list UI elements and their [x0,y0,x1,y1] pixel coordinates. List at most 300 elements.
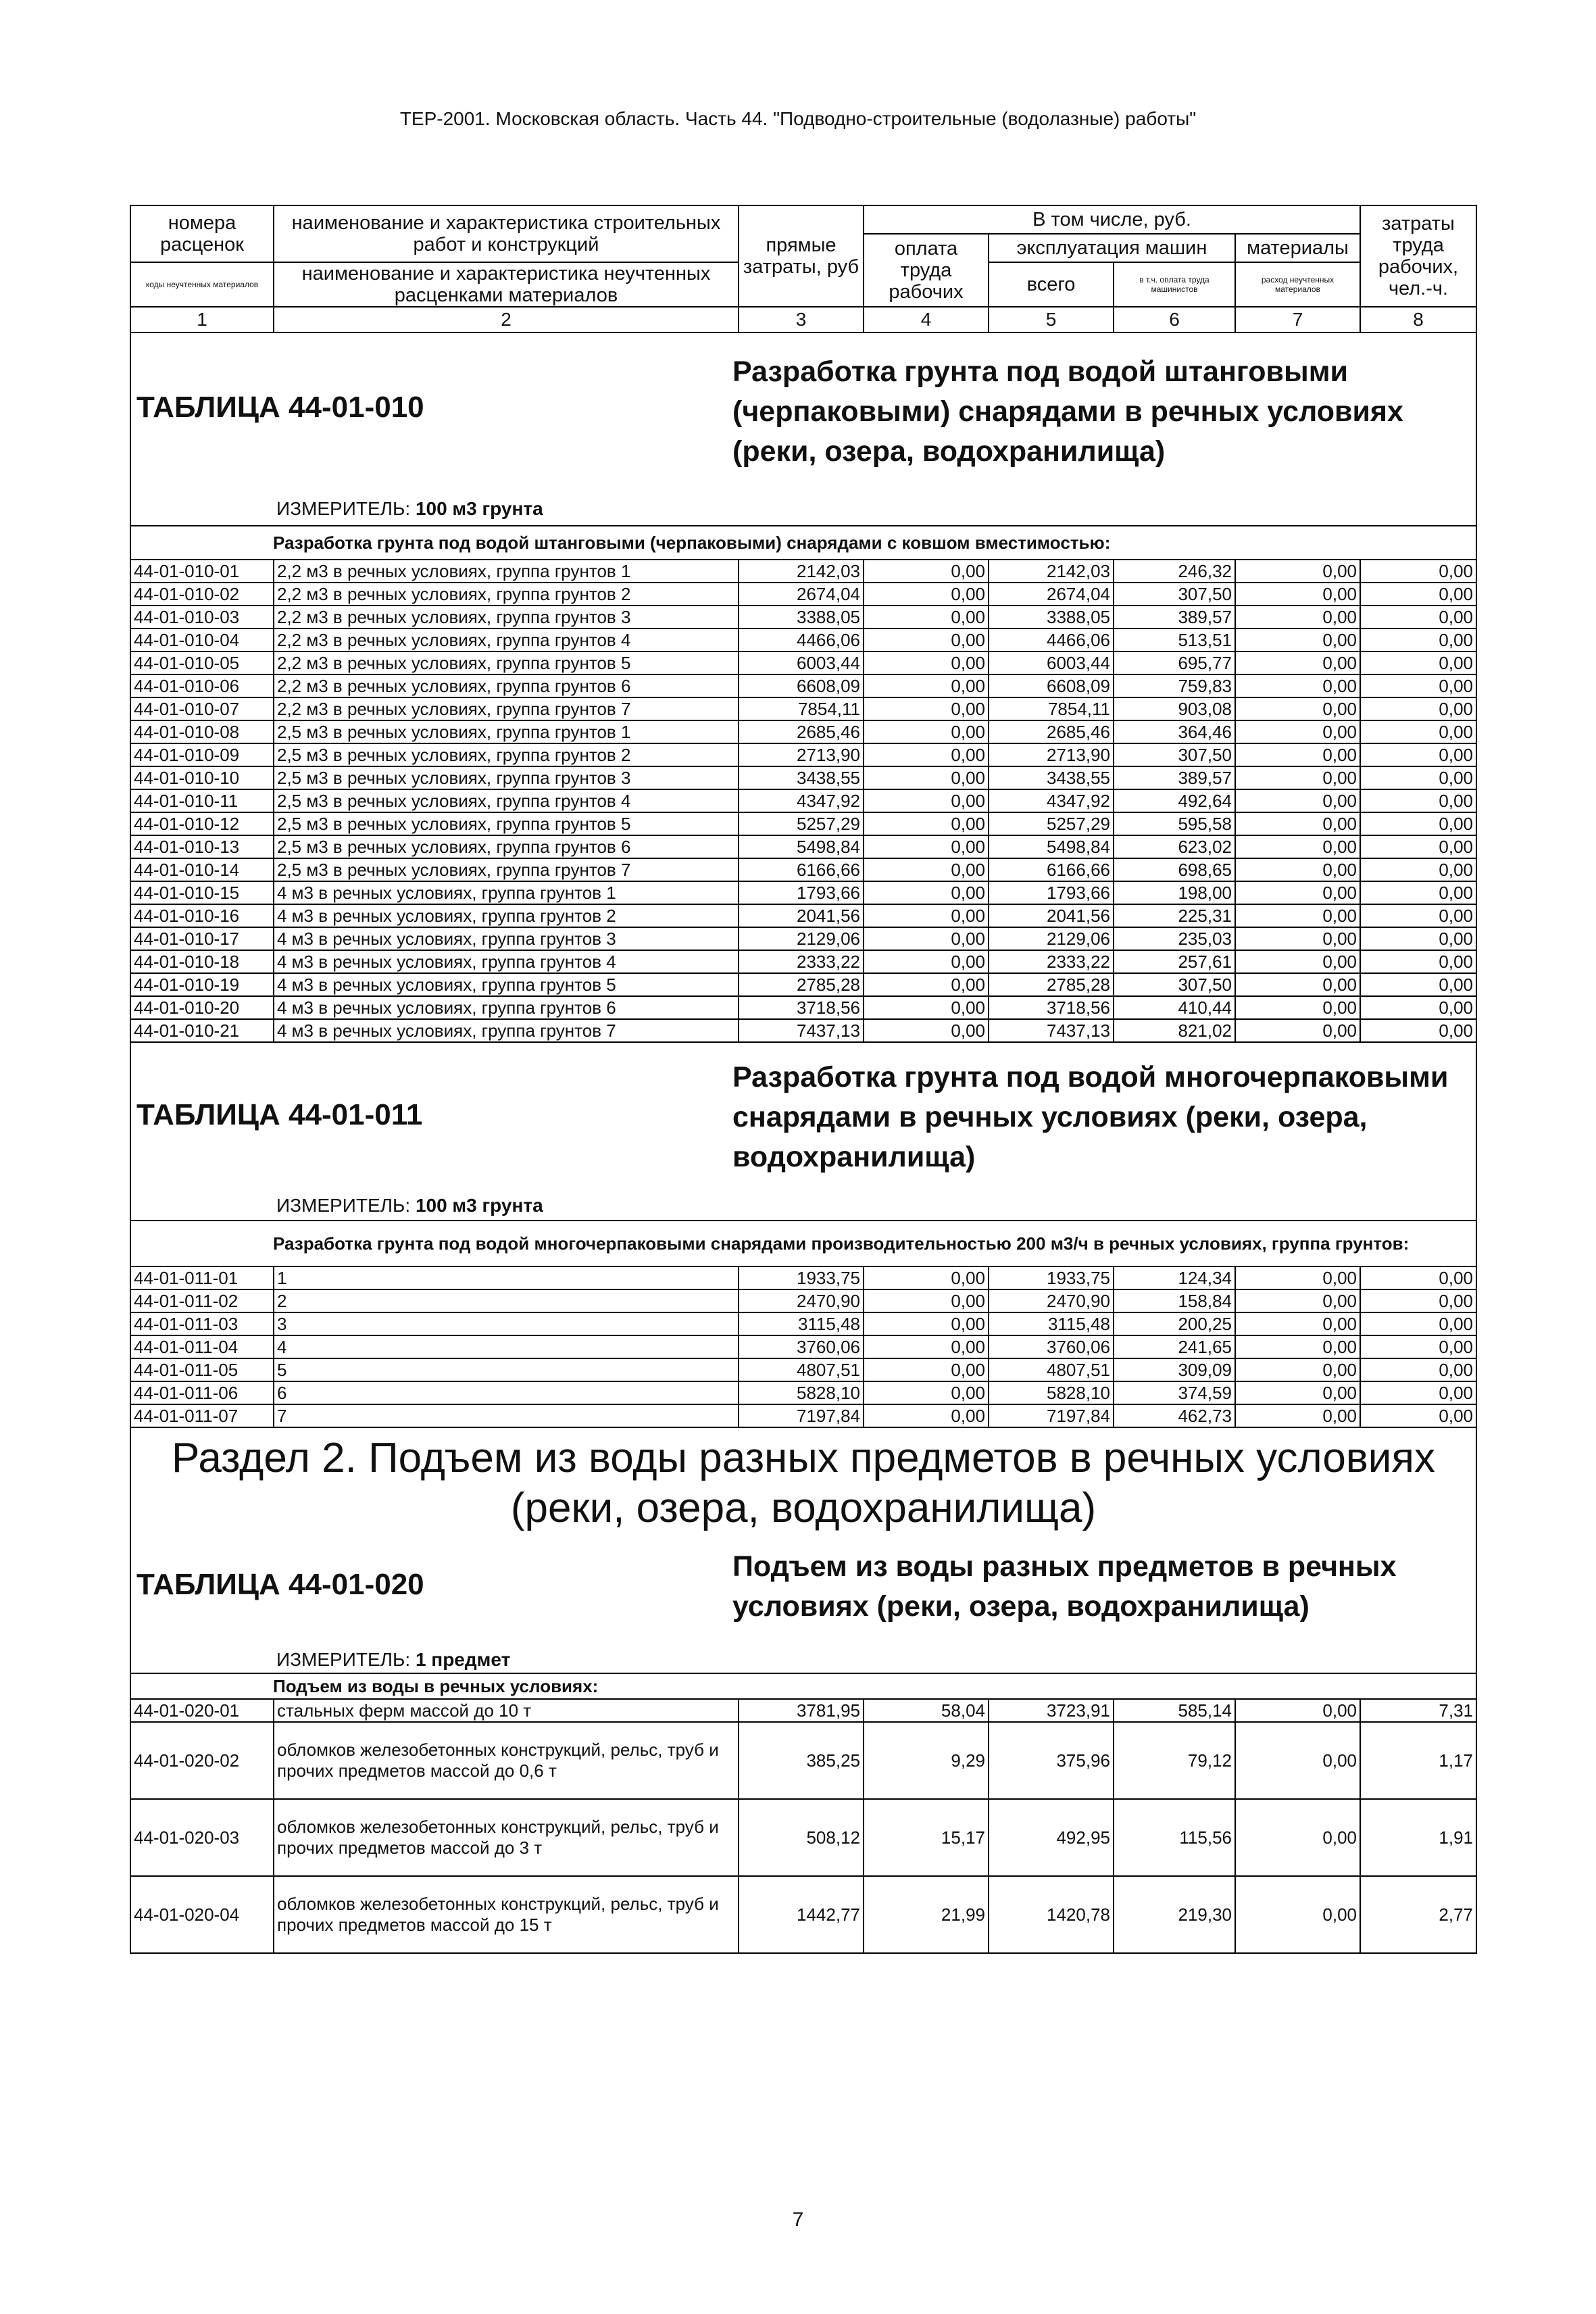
machine-cost: 5828,10 [989,1381,1114,1404]
labor-hours: 0,00 [1360,927,1476,950]
worker-wages: 58,04 [864,1699,989,1722]
rate-code: 44-01-010-04 [130,629,274,651]
machine-cost: 4466,06 [989,629,1114,651]
work-description: 2,5 м3 в речных условиях, группа грунтов 5 [274,812,739,835]
worker-wages: 0,00 [864,583,989,606]
direct-cost: 1442,77 [739,1876,864,1953]
rate-code: 44-01-010-10 [130,766,274,789]
work-description: 4 м3 в речных условиях, группа грунтов 2 [274,904,739,927]
machine-cost: 375,96 [989,1722,1114,1799]
machinist-wages: 903,08 [1114,697,1235,720]
work-description: 2,2 м3 в речных условиях, группа грунтов 5 [274,651,739,674]
machinist-wages: 364,46 [1114,720,1235,743]
direct-cost: 2685,46 [739,720,864,743]
worker-wages: 9,29 [864,1722,989,1799]
direct-cost: 6608,09 [739,674,864,697]
machine-cost: 3723,91 [989,1699,1114,1722]
materials-cost: 0,00 [1235,881,1360,904]
table-row [130,789,1476,812]
worker-wages: 0,00 [864,560,989,583]
table-row [130,583,1476,606]
worker-wages: 0,00 [864,1358,989,1381]
rate-code: 44-01-011-06 [130,1381,274,1404]
machinist-wages: 307,50 [1114,973,1235,996]
direct-cost: 5257,29 [739,812,864,835]
table-010-heading [130,333,1476,526]
materials-cost: 0,00 [1235,904,1360,927]
machinist-wages: 759,83 [1114,674,1235,697]
direct-cost: 2129,06 [739,927,864,950]
table-row [130,629,1476,651]
materials-cost: 0,00 [1235,858,1360,881]
labor-hours: 0,00 [1360,606,1476,629]
work-description: 2,5 м3 в речных условиях, группа грунтов 3 [274,766,739,789]
machine-cost: 2685,46 [989,720,1114,743]
materials-cost: 0,00 [1235,1404,1360,1427]
materials-cost: 0,00 [1235,927,1360,950]
machinist-wages: 492,64 [1114,789,1235,812]
machinist-wages: 246,32 [1114,560,1235,583]
machine-cost: 2785,28 [989,973,1114,996]
machine-cost: 7197,84 [989,1404,1114,1427]
rate-code: 44-01-020-01 [130,1699,274,1722]
worker-wages: 15,17 [864,1799,989,1876]
direct-cost: 3718,56 [739,996,864,1019]
table-row [130,1358,1476,1381]
worker-wages: 0,00 [864,766,989,789]
table-row [130,743,1476,766]
direct-cost: 4347,92 [739,789,864,812]
direct-cost: 2674,04 [739,583,864,606]
materials-cost: 0,00 [1235,1722,1360,1799]
rate-code: 44-01-010-13 [130,835,274,858]
labor-hours: 0,00 [1360,881,1476,904]
col-header-labor: затраты труда рабочих, чел.-ч. [1360,205,1476,307]
machinist-wages: 623,02 [1114,835,1235,858]
direct-cost: 7437,13 [739,1019,864,1042]
work-description: 6 [274,1381,739,1404]
materials-cost: 0,00 [1235,651,1360,674]
materials-cost: 0,00 [1235,1381,1360,1404]
work-description: 2,5 м3 в речных условиях, группа грунтов 4 [274,789,739,812]
work-description: 2,5 м3 в речных условиях, группа грунтов 2 [274,743,739,766]
labor-hours: 0,00 [1360,996,1476,1019]
direct-cost: 3760,06 [739,1335,864,1358]
machinist-wages: 200,25 [1114,1312,1235,1335]
rate-code: 44-01-010-05 [130,651,274,674]
machinist-wages: 821,02 [1114,1019,1235,1042]
labor-hours: 0,00 [1360,697,1476,720]
table-row [130,835,1476,858]
rate-code: 44-01-010-09 [130,743,274,766]
labor-hours: 0,00 [1360,1358,1476,1381]
worker-wages: 0,00 [864,835,989,858]
section-2-band [130,1427,1476,1537]
page-header: ТЕР-2001. Московская область. Часть 44. "Подводно-строительные (водолазные) работы" [399,108,1197,129]
table-020-unit: ИЗМЕРИТЕЛЬ: 1 предмет [276,1649,511,1670]
table-010-group-title: Разработка грунта под водой штанговыми (черпаковыми) снарядами с ковшом вместимостью: [130,526,1476,560]
table-row [130,1312,1476,1335]
direct-cost: 3438,55 [739,766,864,789]
worker-wages: 0,00 [864,1019,989,1042]
machine-cost: 7437,13 [989,1019,1114,1042]
machine-cost: 3718,56 [989,996,1114,1019]
machinist-wages: 257,61 [1114,950,1235,973]
table-020-name: ТАБЛИЦА 44-01-020 [136,1568,424,1601]
machinist-wages: 698,65 [1114,858,1235,881]
machinist-wages: 307,50 [1114,743,1235,766]
col-header-wages: оплата труда рабочих [864,234,989,307]
machinist-wages: 124,34 [1114,1266,1235,1289]
worker-wages: 0,00 [864,1381,989,1404]
work-description: 1 [274,1266,739,1289]
rate-code: 44-01-011-03 [130,1312,274,1335]
rate-code: 44-01-010-18 [130,950,274,973]
machinist-wages: 374,59 [1114,1381,1235,1404]
table-row [130,1876,1476,1953]
materials-cost: 0,00 [1235,1876,1360,1953]
direct-cost: 2041,56 [739,904,864,927]
table-row [130,1335,1476,1358]
work-description: 2,2 м3 в речных условиях, группа грунтов 1 [274,560,739,583]
table-row [130,1699,1476,1722]
materials-cost: 0,00 [1235,1266,1360,1289]
direct-cost: 2713,90 [739,743,864,766]
labor-hours: 0,00 [1360,858,1476,881]
materials-cost: 0,00 [1235,743,1360,766]
direct-cost: 3781,95 [739,1699,864,1722]
labor-hours: 0,00 [1360,789,1476,812]
direct-cost: 508,12 [739,1799,864,1876]
page-number: 7 [792,2209,804,2231]
machine-cost: 2470,90 [989,1289,1114,1312]
materials-cost: 0,00 [1235,789,1360,812]
materials-cost: 0,00 [1235,629,1360,651]
machine-cost: 2333,22 [989,950,1114,973]
labor-hours: 0,00 [1360,835,1476,858]
materials-cost: 0,00 [1235,674,1360,697]
table-011-heading [130,1042,1476,1221]
materials-cost: 0,00 [1235,1019,1360,1042]
work-description: 4 м3 в речных условиях, группа грунтов 7 [274,1019,739,1042]
table-row [130,973,1476,996]
worker-wages: 0,00 [864,1289,989,1312]
labor-hours: 0,00 [1360,651,1476,674]
machinist-wages: 462,73 [1114,1404,1235,1427]
worker-wages: 0,00 [864,629,989,651]
table-020-rows [130,1699,1476,1953]
machine-cost: 5257,29 [989,812,1114,835]
rate-code: 44-01-011-05 [130,1358,274,1381]
materials-cost: 0,00 [1235,835,1360,858]
rate-code: 44-01-010-01 [130,560,274,583]
labor-hours: 0,00 [1360,812,1476,835]
worker-wages: 0,00 [864,881,989,904]
materials-cost: 0,00 [1235,812,1360,835]
materials-cost: 0,00 [1235,973,1360,996]
rate-code: 44-01-011-01 [130,1266,274,1289]
worker-wages: 0,00 [864,674,989,697]
table-row [130,881,1476,904]
work-description: 2,2 м3 в речных условиях, группа грунтов 4 [274,629,739,651]
rate-code: 44-01-010-21 [130,1019,274,1042]
worker-wages: 0,00 [864,697,989,720]
labor-hours: 0,00 [1360,583,1476,606]
labor-hours: 0,00 [1360,560,1476,583]
worker-wages: 0,00 [864,789,989,812]
rate-code: 44-01-020-04 [130,1876,274,1953]
worker-wages: 0,00 [864,812,989,835]
table-010-title: Разработка грунта под водой штанговыми (черпаковыми) снарядами в речных условиях (реки, озера, водохранилища) [732,355,1403,468]
machinist-wages: 695,77 [1114,651,1235,674]
machinist-wages: 235,03 [1114,927,1235,950]
labor-hours: 0,00 [1360,743,1476,766]
direct-cost: 385,25 [739,1722,864,1799]
machinist-wages: 225,31 [1114,904,1235,927]
materials-cost: 0,00 [1235,766,1360,789]
rate-code: 44-01-020-02 [130,1722,274,1799]
worker-wages: 0,00 [864,950,989,973]
worker-wages: 0,00 [864,1404,989,1427]
table-011-name: ТАБЛИЦА 44-01-011 [136,1098,423,1131]
machine-cost: 7854,11 [989,697,1114,720]
machine-cost: 492,95 [989,1799,1114,1876]
labor-hours: 0,00 [1360,629,1476,651]
rate-code: 44-01-010-16 [130,904,274,927]
worker-wages: 0,00 [864,1312,989,1335]
work-description: 2,2 м3 в речных условиях, группа грунтов 6 [274,674,739,697]
table-row [130,950,1476,973]
machinist-wages: 513,51 [1114,629,1235,651]
machinist-wages: 307,50 [1114,583,1235,606]
rate-code: 44-01-010-03 [130,606,274,629]
labor-hours: 0,00 [1360,1404,1476,1427]
labor-hours: 0,00 [1360,1266,1476,1289]
table-011-title: Разработка грунта под водой многочерпаковыми снарядами в речных условиях (реки, озера, водохранилища) [732,1061,1449,1173]
machine-cost: 2129,06 [989,927,1114,950]
labor-hours: 1,17 [1360,1722,1476,1799]
table-020-title: Подъем из воды разных предметов в речных условиях (реки, озера, водохранилища) [732,1550,1397,1623]
table-row [130,560,1476,583]
rate-code: 44-01-010-08 [130,720,274,743]
rate-code: 44-01-010-14 [130,858,274,881]
table-row [130,996,1476,1019]
machine-cost: 2041,56 [989,904,1114,927]
worker-wages: 0,00 [864,606,989,629]
col-header-group: В том числе, руб. [864,205,1360,234]
labor-hours: 0,00 [1360,973,1476,996]
work-description: 4 м3 в речных условиях, группа грунтов 5 [274,973,739,996]
direct-cost: 7197,84 [739,1404,864,1427]
col-header-materials-sub: расход неучтенных материалов [1235,262,1360,307]
machine-cost: 2713,90 [989,743,1114,766]
rate-code: 44-01-010-17 [130,927,274,950]
work-description: 4 [274,1335,739,1358]
direct-cost: 2785,28 [739,973,864,996]
col-header-name-sub: наименование и характеристика неучтенных расценками материалов [274,262,739,307]
labor-hours: 0,00 [1360,904,1476,927]
table-row [130,1404,1476,1427]
worker-wages: 0,00 [864,858,989,881]
machinist-wages: 410,44 [1114,996,1235,1019]
work-description: 2,2 м3 в речных условиях, группа грунтов 7 [274,697,739,720]
materials-cost: 0,00 [1235,1289,1360,1312]
table-row [130,1799,1476,1876]
table-row [130,1381,1476,1404]
table-row [130,606,1476,629]
machinist-wages: 115,56 [1114,1799,1235,1876]
table-011-unit: ИЗМЕРИТЕЛЬ: 100 м3 грунта [276,1195,543,1216]
materials-cost: 0,00 [1235,697,1360,720]
labor-hours: 0,00 [1360,950,1476,973]
direct-cost: 1933,75 [739,1266,864,1289]
price-sheet [130,205,1476,1954]
materials-cost: 0,00 [1235,950,1360,973]
table-row [130,1289,1476,1312]
table-row [130,766,1476,789]
worker-wages: 0,00 [864,973,989,996]
table-row [130,927,1476,950]
labor-hours: 2,77 [1360,1876,1476,1953]
table-row [130,1266,1476,1289]
machinist-wages: 79,12 [1114,1722,1235,1799]
machine-cost: 3760,06 [989,1335,1114,1358]
machinist-wages: 198,00 [1114,881,1235,904]
work-description: 4 м3 в речных условиях, группа грунтов 1 [274,881,739,904]
machine-cost: 5498,84 [989,835,1114,858]
rate-code: 44-01-010-06 [130,674,274,697]
work-description: 3 [274,1312,739,1335]
machinist-wages: 158,84 [1114,1289,1235,1312]
direct-cost: 6166,66 [739,858,864,881]
rates-table [130,205,1477,1954]
table-010-rows [130,560,1476,1042]
table-row [130,651,1476,674]
table-020-heading [130,1537,1476,1673]
column-numbers: 1 2 3 4 5 6 7 8 [130,307,1476,333]
table-row [130,904,1476,927]
labor-hours: 1,91 [1360,1799,1476,1876]
direct-cost: 3388,05 [739,606,864,629]
labor-hours: 0,00 [1360,1289,1476,1312]
work-description: 2,2 м3 в речных условиях, группа грунтов 3 [274,606,739,629]
labor-hours: 0,00 [1360,1381,1476,1404]
work-description: обломков железобетонных конструкций, рельс, труб и прочих предметов массой до 15 т [274,1876,739,1953]
machinist-wages: 309,09 [1114,1358,1235,1381]
col-header-direct-cost: прямые затраты, руб [739,205,864,307]
work-description: 4 м3 в речных условиях, группа грунтов 4 [274,950,739,973]
work-description: 4 м3 в речных условиях, группа грунтов 6 [274,996,739,1019]
machine-cost: 6166,66 [989,858,1114,881]
materials-cost: 0,00 [1235,560,1360,583]
col-header-machinist-wages: в т.ч. оплата труда машинистов [1114,262,1235,307]
rate-code: 44-01-020-03 [130,1799,274,1876]
labor-hours: 0,00 [1360,1335,1476,1358]
work-description: 4 м3 в речных условиях, группа грунтов 3 [274,927,739,950]
machinist-wages: 585,14 [1114,1699,1235,1722]
work-description: 2 [274,1289,739,1312]
machinist-wages: 389,57 [1114,766,1235,789]
machine-cost: 3115,48 [989,1312,1114,1335]
labor-hours: 0,00 [1360,1019,1476,1042]
table-010-unit: ИЗМЕРИТЕЛЬ: 100 м3 грунта [276,498,543,519]
machine-cost: 2142,03 [989,560,1114,583]
work-description: обломков железобетонных конструкций, рельс, труб и прочих предметов массой до 0,6 т [274,1722,739,1799]
machine-cost: 1420,78 [989,1876,1114,1953]
direct-cost: 5498,84 [739,835,864,858]
table-row [130,674,1476,697]
rate-code: 44-01-010-20 [130,996,274,1019]
work-description: 2,5 м3 в речных условиях, группа грунтов 6 [274,835,739,858]
direct-cost: 7854,11 [739,697,864,720]
direct-cost: 2333,22 [739,950,864,973]
direct-cost: 2142,03 [739,560,864,583]
direct-cost: 5828,10 [739,1381,864,1404]
worker-wages: 0,00 [864,1266,989,1289]
rate-code: 44-01-010-07 [130,697,274,720]
machine-cost: 6608,09 [989,674,1114,697]
col-header-codes-sub: коды неучтенных материалов [130,262,274,307]
col-header-machines-total: всего [989,262,1114,307]
work-description: 2,2 м3 в речных условиях, группа грунтов 2 [274,583,739,606]
machine-cost: 3388,05 [989,606,1114,629]
machinist-wages: 219,30 [1114,1876,1235,1953]
machine-cost: 1933,75 [989,1266,1114,1289]
work-description: стальных ферм массой до 10 т [274,1699,739,1722]
materials-cost: 0,00 [1235,606,1360,629]
section-2-title: Раздел 2. Подъем из воды разных предметов в речных условиях (реки, озера, водохранилища) [172,1435,1435,1531]
table-010-name: ТАБЛИЦА 44-01-010 [136,391,424,424]
rate-code: 44-01-010-02 [130,583,274,606]
work-description: 5 [274,1358,739,1381]
materials-cost: 0,00 [1235,720,1360,743]
worker-wages: 0,00 [864,651,989,674]
work-description: 2,5 м3 в речных условиях, группа грунтов 1 [274,720,739,743]
machine-cost: 2674,04 [989,583,1114,606]
table-row [130,858,1476,881]
worker-wages: 21,99 [864,1876,989,1953]
worker-wages: 0,00 [864,904,989,927]
labor-hours: 0,00 [1360,766,1476,789]
work-description: 2,5 м3 в речных условиях, группа грунтов 7 [274,858,739,881]
materials-cost: 0,00 [1235,1312,1360,1335]
rate-code: 44-01-010-19 [130,973,274,996]
machinist-wages: 241,65 [1114,1335,1235,1358]
col-header-codes: номера расценок [130,205,274,262]
table-row [130,812,1476,835]
machine-cost: 3438,55 [989,766,1114,789]
worker-wages: 0,00 [864,720,989,743]
machine-cost: 1793,66 [989,881,1114,904]
worker-wages: 0,00 [864,927,989,950]
rate-code: 44-01-010-15 [130,881,274,904]
materials-cost: 0,00 [1235,583,1360,606]
direct-cost: 2470,90 [739,1289,864,1312]
work-description: 7 [274,1404,739,1427]
labor-hours: 0,00 [1360,1312,1476,1335]
materials-cost: 0,00 [1235,1335,1360,1358]
rate-code: 44-01-010-12 [130,812,274,835]
materials-cost: 0,00 [1235,1699,1360,1722]
worker-wages: 0,00 [864,996,989,1019]
machine-cost: 4347,92 [989,789,1114,812]
table-row [130,720,1476,743]
machine-cost: 4807,51 [989,1358,1114,1381]
worker-wages: 0,00 [864,743,989,766]
table-011-rows [130,1266,1476,1427]
table-020-group-title: Подъем из воды в речных условиях: [130,1673,1476,1699]
direct-cost: 6003,44 [739,651,864,674]
